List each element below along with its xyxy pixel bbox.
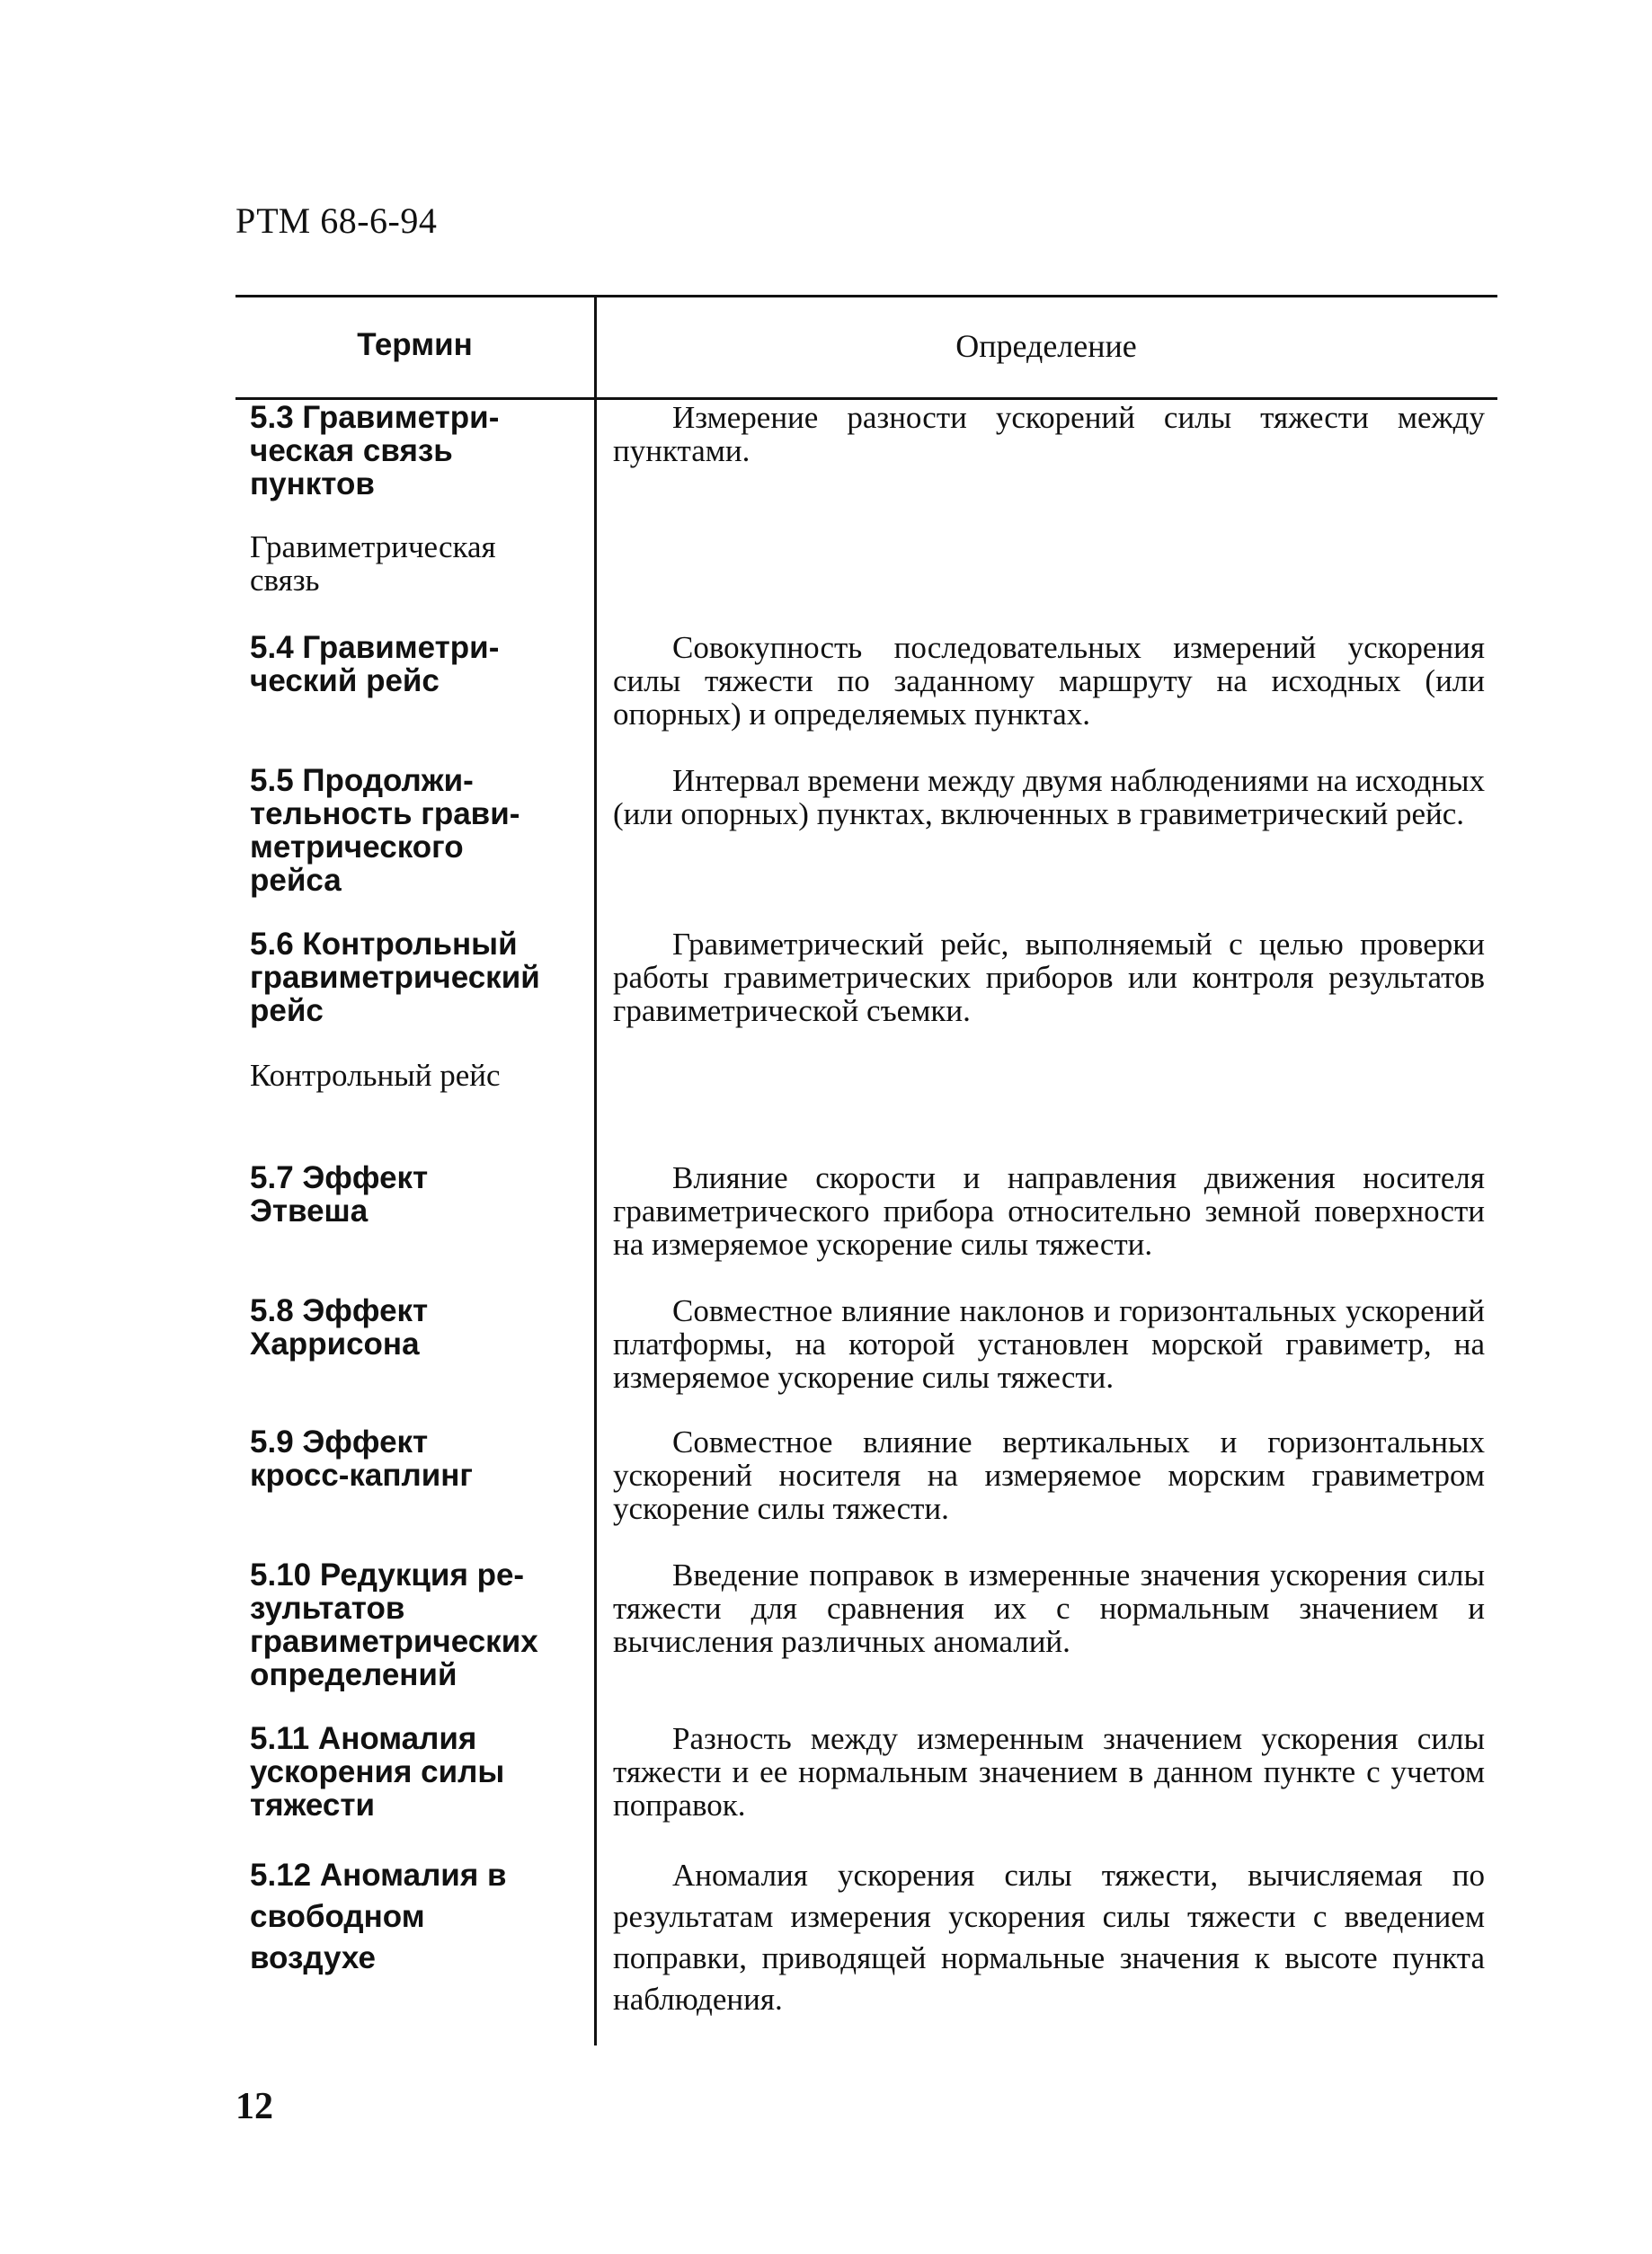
table-column-divider xyxy=(594,295,597,2045)
document-code: РТМ 68-6-94 xyxy=(235,200,438,241)
definition-5-5: Интервал времени между двумя наблюдениями на исходных (или опорных) пунктах, включенных в гравиметрический рейс. xyxy=(613,763,1485,831)
term-5-10: 5.10 Редукция ре- зультатов гравиметрических определений xyxy=(250,1557,538,1692)
column-header-definition: Определение xyxy=(955,328,1137,364)
table-top-rule xyxy=(235,295,1497,297)
definition-5-7: Влияние скорости и направления движения носителя гравиметрического прибора относительно земной поверхности на измеряемое ускорение силы тяжести. xyxy=(613,1160,1485,1262)
term-5-8: 5.8 Эффект Харрисона xyxy=(250,1293,429,1362)
short-term-5-6: Контрольный рейс xyxy=(250,1058,501,1093)
term-5-3: 5.3 Гравиметри- ческая связь пунктов xyxy=(250,400,500,501)
term-5-6: 5.6 Контрольный гравиметрический рейс xyxy=(250,927,540,1028)
term-5-4: 5.4 Гравиметри- ческий рейс xyxy=(250,630,500,698)
definition-5-6: Гравиметрический рейс, выполняемый с целью проверки работы гравиметрических приборов или контроля результатов гравиметрической съемки. xyxy=(613,927,1485,1028)
term-5-12: 5.12 Аномалия в свободном воздухе xyxy=(250,1858,507,1975)
definition-5-12: Аномалия ускорения силы тяжести, вычисляемая по результатам измерения ускорения силы тяжести с введением поправки, приводящей нормальные значения к высоте пункта наблюдения. xyxy=(613,1858,1485,2017)
definition-5-11: Разность между измеренным значением ускорения силы тяжести и ее нормальным значением в данном пункте с учетом поправок. xyxy=(613,1721,1485,1823)
term-5-7: 5.7 Эффект Этвеша xyxy=(250,1160,429,1229)
definition-5-10: Введение поправок в измеренные значения ускорения силы тяжести для сравнения их с нормальным значением и вычисления различных аномалий. xyxy=(613,1557,1485,1659)
definition-5-8: Совместное влияние наклонов и горизонтальных ускорений платформы, на которой установлен морской гравиметр, на измеряемое ускорение силы тяжести. xyxy=(613,1293,1485,1395)
definition-5-3: Измерение разности ускорений силы тяжести между пунктами. xyxy=(613,400,1485,468)
column-header-term: Термин xyxy=(357,327,473,362)
definition-5-9: Совместное влияние вертикальных и горизонтальных ускорений носителя на измеряемое морским гравиметром ускорение силы тяжести. xyxy=(613,1424,1485,1526)
page-number: 12 xyxy=(235,2086,273,2127)
short-term-5-3: Гравиметрическая связь xyxy=(250,529,496,598)
term-5-9: 5.9 Эффект кросс-каплинг xyxy=(250,1424,473,1493)
term-5-5: 5.5 Продолжи- тельность грави- метрического рейса xyxy=(250,763,520,898)
term-5-11: 5.11 Аномалия ускорения силы тяжести xyxy=(250,1721,505,1823)
definition-5-4: Совокупность последовательных измерений ускорения силы тяжести по заданному маршруту на исходных (или опорных) и определяемых пунктах. xyxy=(613,630,1485,732)
